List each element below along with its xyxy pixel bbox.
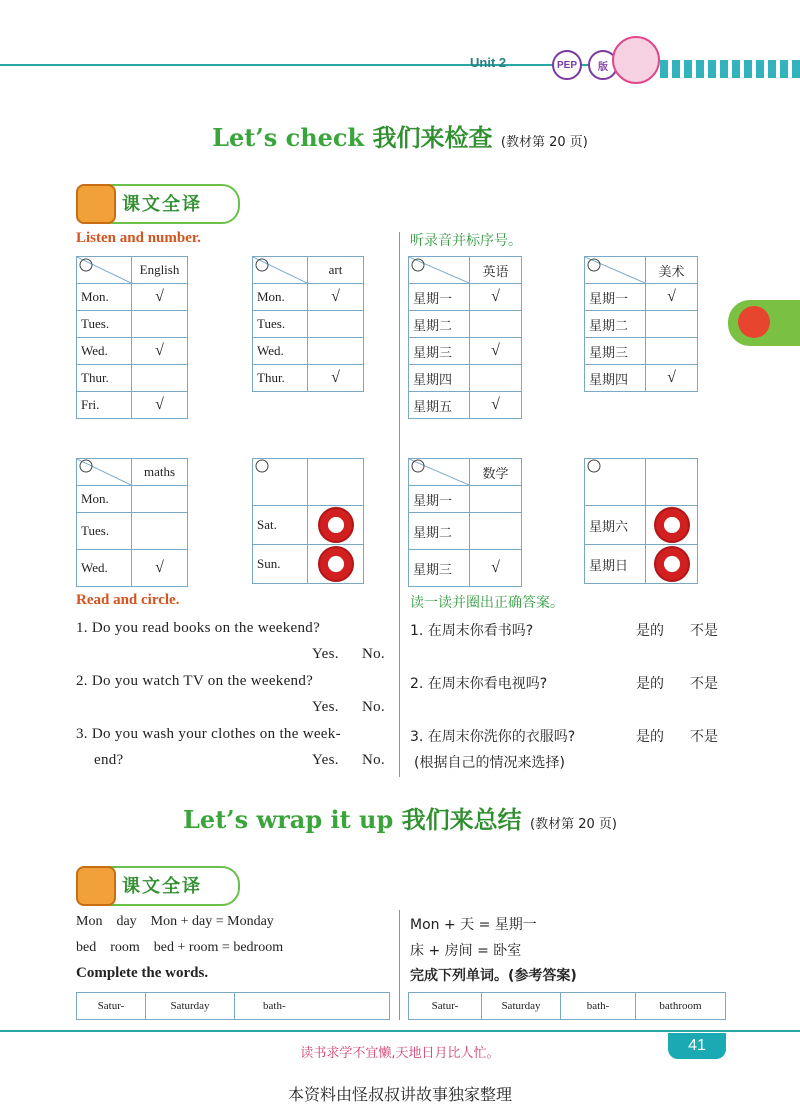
day-cell: Thur. [77, 365, 132, 392]
day-cell: Wed. [253, 338, 308, 365]
words-table-cn [408, 992, 726, 1020]
tick-cell: √ [646, 284, 698, 311]
day-cell: 星期三 [409, 338, 470, 365]
page-number: 41 [668, 1033, 726, 1059]
tick-cell [132, 513, 188, 550]
corner-cell [409, 257, 470, 284]
tick-cell: √ [132, 284, 188, 311]
football-icon [654, 507, 690, 543]
footer-rule [0, 1030, 800, 1032]
corner-cell [253, 257, 308, 284]
word-cell: bath- [235, 993, 390, 1020]
corner-cell [409, 459, 470, 486]
tick-cell: √ [132, 550, 188, 587]
word-cell: bathroom [636, 993, 726, 1020]
tick-cell [646, 338, 698, 365]
tick-cell: √ [132, 392, 188, 419]
listen-heading-cn: 听录音并标序号。 [410, 233, 522, 249]
ball-cell [308, 506, 364, 545]
question-3-en-cont: end? [94, 752, 124, 768]
pep-badge: PEP [552, 50, 582, 80]
book-icon [76, 866, 116, 906]
answer-bushi[interactable]: 不是 [690, 623, 718, 639]
tick-cell: √ [470, 392, 522, 419]
weekend-table [252, 458, 364, 584]
tick-cell: √ [646, 365, 698, 392]
answer-shide[interactable]: 是的 [636, 676, 664, 692]
day-cell: Mon. [253, 284, 308, 311]
day-cell: Wed. [77, 550, 132, 587]
answer-no[interactable]: No. [362, 646, 385, 662]
corner-cell [253, 459, 308, 506]
question-3-en: 3. Do you wash your clothes on the week- [76, 726, 341, 742]
tick-cell [308, 338, 364, 365]
day-cell: 星期二 [409, 513, 470, 550]
word-cell: Saturday [146, 993, 235, 1020]
question-3-note: (根据自己的情况来选择) [414, 755, 565, 771]
yingyu-table [408, 256, 522, 419]
header-rule [0, 64, 640, 66]
answer-shide[interactable]: 是的 [636, 623, 664, 639]
translation-pill-label: 课文全译 [122, 194, 202, 215]
day-cell: 星期四 [585, 365, 646, 392]
question-1-cn: 1. 在周末你看书吗? [410, 623, 534, 639]
fox-icon [738, 306, 770, 338]
answer-yes[interactable]: Yes. [312, 699, 339, 715]
football-icon [654, 546, 690, 582]
corner-diagonal-icon [253, 257, 307, 283]
corner-cell [77, 257, 132, 284]
section-title-check [0, 118, 800, 153]
tick-cell [646, 311, 698, 338]
day-cell: 星期二 [409, 311, 470, 338]
tick-cell: √ [132, 338, 188, 365]
answer-yes[interactable]: Yes. [312, 752, 339, 768]
column-header: maths [132, 459, 188, 486]
tick-cell [470, 365, 522, 392]
book-icon [76, 184, 116, 224]
blank-cell [646, 459, 698, 506]
day-cell: Mon. [77, 284, 132, 311]
section-title-wrap [0, 800, 800, 835]
words-table-en [76, 992, 390, 1020]
word-cell: Satur- [77, 993, 146, 1020]
day-cell: Thur. [253, 365, 308, 392]
corner-diagonal-icon [409, 257, 469, 283]
english-table [76, 256, 188, 419]
meishu-table [584, 256, 698, 392]
corner-cell [585, 459, 646, 506]
ball-cell [646, 506, 698, 545]
tick-cell [470, 311, 522, 338]
wrap-line-2: bed room bed + room = bedroom [76, 940, 284, 955]
answer-bushi[interactable]: 不是 [690, 729, 718, 745]
shuxue-table [408, 458, 522, 587]
day-cell: Tues. [253, 311, 308, 338]
day-cell: 星期二 [585, 311, 646, 338]
day-cell: 星期五 [409, 392, 470, 419]
day-cell: Fri. [77, 392, 132, 419]
question-3-cn: 3. 在周末你洗你的衣服吗? [410, 729, 576, 745]
art-table [252, 256, 364, 392]
question-2-en: 2. Do you watch TV on the weekend? [76, 673, 314, 689]
circle-mark-icon [253, 459, 307, 505]
wrap-line-1: Mon day Mon + day = Monday [76, 914, 274, 929]
answer-no[interactable]: No. [362, 699, 385, 715]
day-cell: Mon. [77, 486, 132, 513]
day-cell: 星期一 [409, 284, 470, 311]
day-cell: Sat. [253, 506, 308, 545]
corner-diagonal-icon [409, 459, 469, 485]
ball-cell [646, 545, 698, 584]
tick-cell [132, 311, 188, 338]
title-en: Let’s check [212, 123, 365, 152]
title-en: Let’s wrap it up [183, 805, 394, 834]
corner-diagonal-icon [77, 257, 131, 283]
unit-label: Unit 2 [470, 55, 507, 70]
day-cell: 星期三 [409, 550, 470, 587]
header-decoration [660, 60, 800, 78]
title-cn: 我们来总结 [401, 806, 522, 834]
day-cell: 星期三 [585, 338, 646, 365]
wrap-line-2-cn: 床 + 房间 = 卧室 [410, 943, 522, 959]
corner-cell [585, 257, 646, 284]
word-cell: bath- [561, 993, 636, 1020]
answer-bushi[interactable]: 不是 [690, 676, 718, 692]
column-header: English [132, 257, 188, 284]
edition-badge: 版 [588, 50, 618, 80]
title-cn: 我们来检查 [372, 124, 493, 152]
tick-cell: √ [308, 284, 364, 311]
day-cell: Tues. [77, 513, 132, 550]
day-cell: Sun. [253, 545, 308, 584]
day-cell: 星期日 [585, 545, 646, 584]
weekend-table-cn [584, 458, 698, 584]
tick-cell [308, 311, 364, 338]
column-divider [399, 910, 400, 1020]
complete-heading-cn: 完成下列单词。(参考答案) [410, 968, 577, 984]
wrap-line-1-cn: Mon + 天 = 星期一 [410, 917, 537, 933]
tick-cell: √ [308, 365, 364, 392]
corner-diagonal-icon [585, 257, 645, 283]
maths-table [76, 458, 188, 587]
day-cell: 星期六 [585, 506, 646, 545]
column-header: 数学 [470, 459, 522, 486]
circle-mark-icon [585, 459, 645, 505]
tick-cell [132, 486, 188, 513]
title-ref: (教材第 20 页) [500, 135, 588, 150]
title-ref: (教材第 20 页) [530, 817, 617, 832]
question-1-en: 1. Do you read books on the weekend? [76, 620, 321, 636]
day-cell: 星期一 [409, 486, 470, 513]
day-cell: 星期四 [409, 365, 470, 392]
read-heading: Read and circle. [76, 592, 180, 608]
corner-diagonal-icon [77, 459, 131, 485]
blank-cell [308, 459, 364, 506]
football-icon [318, 507, 354, 543]
word-cell: Saturday [482, 993, 561, 1020]
tick-cell: √ [470, 284, 522, 311]
mascot-icon [612, 36, 660, 84]
answer-yes[interactable]: Yes. [312, 646, 339, 662]
tick-cell [470, 486, 522, 513]
question-2-cn: 2. 在周末你看电视吗? [410, 676, 548, 692]
translation-pill-label: 课文全译 [122, 876, 202, 897]
column-header: 英语 [470, 257, 522, 284]
listen-heading: Listen and number. [76, 230, 201, 246]
complete-heading: Complete the words. [76, 965, 209, 981]
column-header: 美术 [646, 257, 698, 284]
word-cell: Satur- [409, 993, 482, 1020]
day-cell: Wed. [77, 338, 132, 365]
day-cell: Tues. [77, 311, 132, 338]
tick-cell: √ [470, 338, 522, 365]
day-cell: 星期一 [585, 284, 646, 311]
footer-motto: 读书求学不宜懒,天地日月比人忙。 [300, 1046, 500, 1061]
answer-shide[interactable]: 是的 [636, 729, 664, 745]
answer-no[interactable]: No. [362, 752, 385, 768]
tick-cell [470, 513, 522, 550]
read-heading-cn: 读一读并圈出正确答案。 [410, 595, 564, 611]
football-icon [318, 546, 354, 582]
ball-cell [308, 545, 364, 584]
credit-line: 本资料由怪叔叔讲故事独家整理 [287, 1085, 512, 1104]
column-header: art [308, 257, 364, 284]
tick-cell [132, 365, 188, 392]
corner-cell [77, 459, 132, 486]
column-divider [399, 232, 400, 777]
tick-cell: √ [470, 550, 522, 587]
